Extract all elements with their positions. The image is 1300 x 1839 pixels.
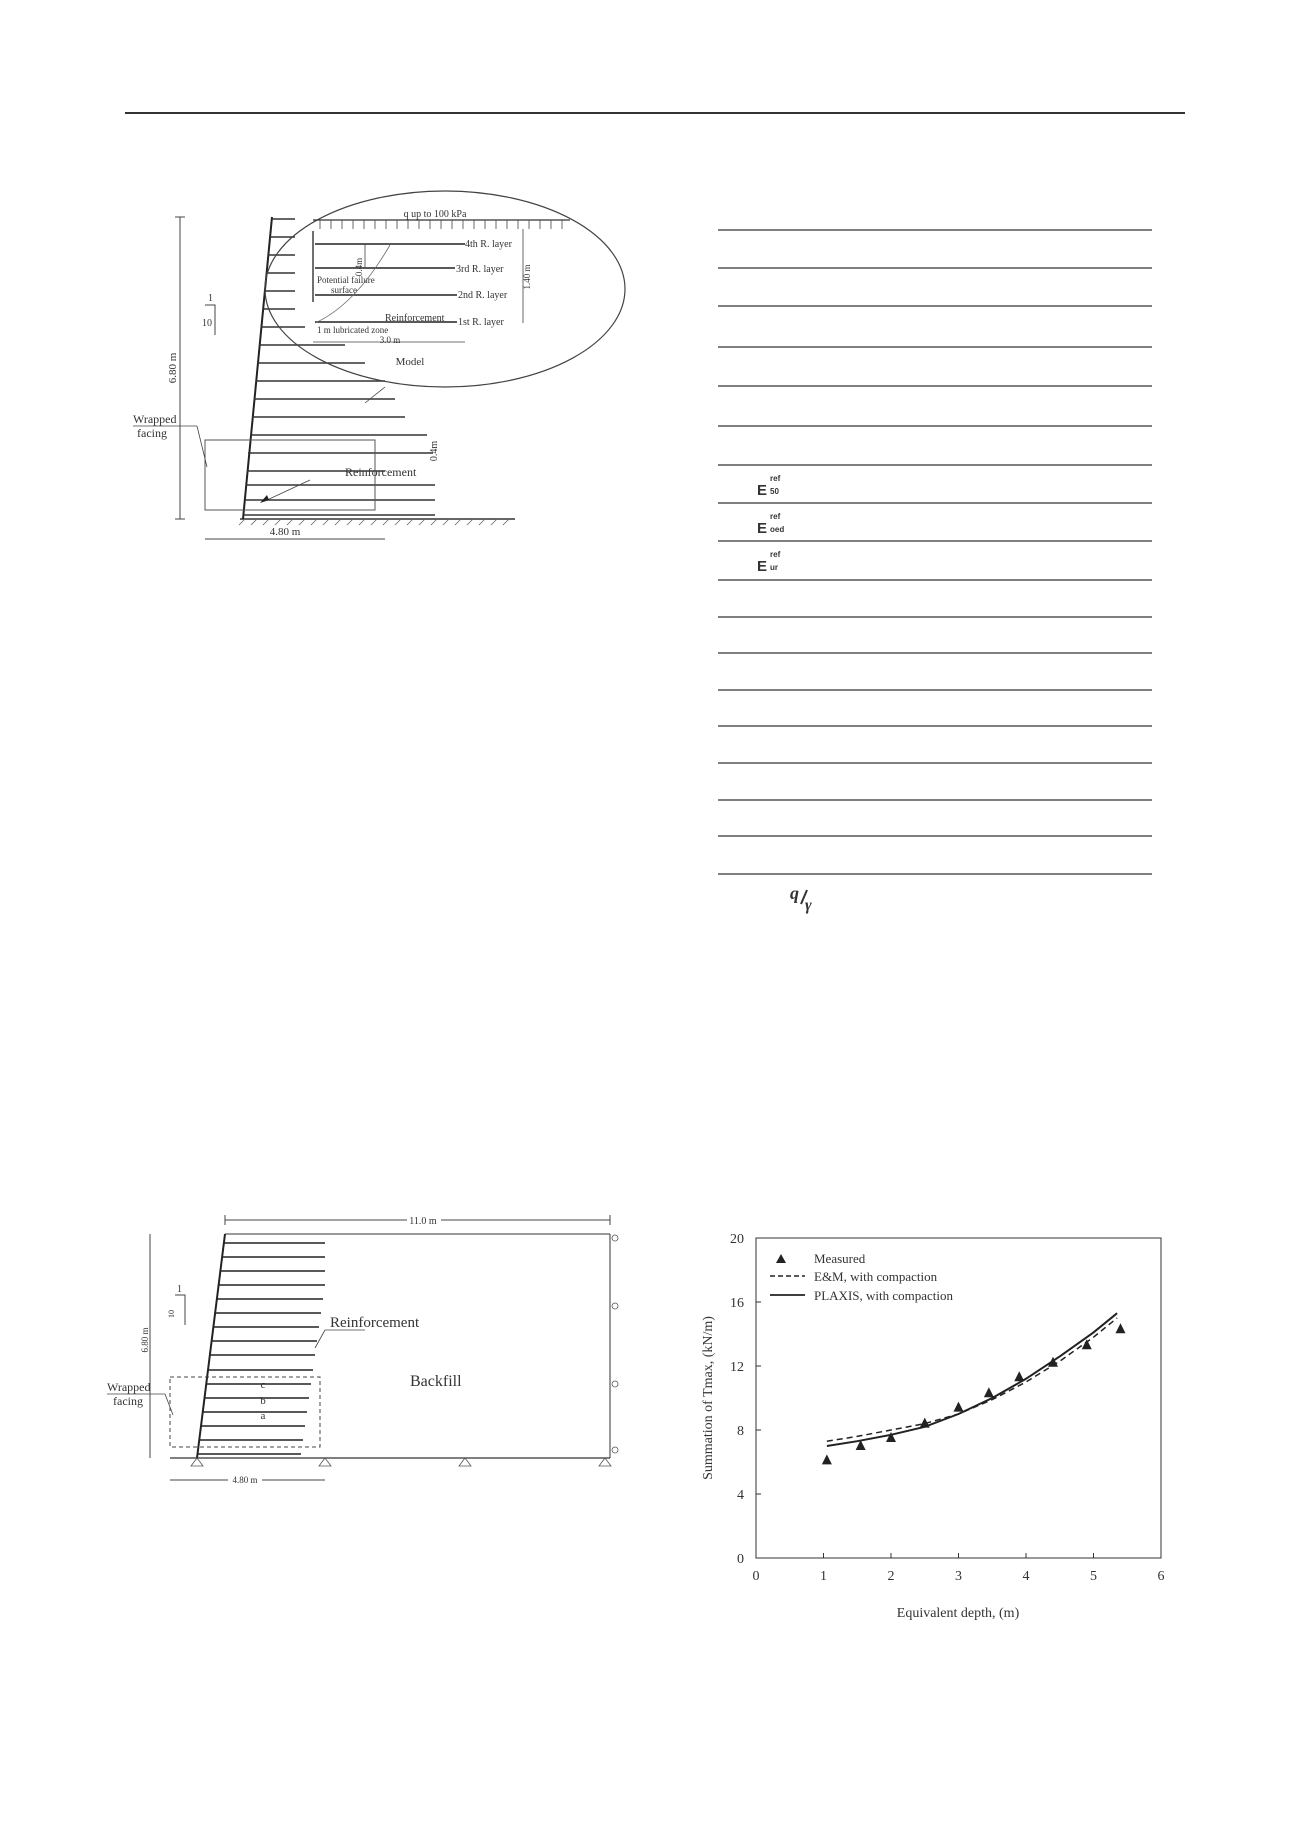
- svg-text:E: E: [757, 558, 768, 575]
- legend-triangle-icon: [776, 1254, 786, 1263]
- svg-text:q: q: [790, 883, 799, 903]
- supports: [191, 1235, 618, 1466]
- model-label: Model: [395, 356, 425, 368]
- zone-height-label: 1.40 m: [522, 264, 532, 290]
- measured-point: [822, 1454, 832, 1464]
- x-tick-label: 0: [752, 1569, 760, 1584]
- fig2-facing-label-2: facing: [113, 1394, 143, 1408]
- fig2-base-label: 4.80 m: [232, 1475, 258, 1485]
- wall-face: [243, 217, 272, 519]
- layer-4: 4th R. layer: [465, 239, 512, 250]
- svg-text:γ: γ: [805, 897, 812, 914]
- footnote-q-gamma: [790, 883, 812, 914]
- y-tick-label: 12: [730, 1360, 744, 1375]
- x-tick-label: 5: [1090, 1569, 1097, 1584]
- svg-text:ref: ref: [770, 550, 781, 559]
- measured-point: [984, 1387, 994, 1397]
- measured-point: [954, 1402, 964, 1412]
- symbol-eoed: [757, 512, 784, 537]
- fig2-reinforcement: [198, 1243, 325, 1454]
- x-tick-label: 6: [1157, 1569, 1165, 1584]
- layer-a: a: [260, 1410, 266, 1422]
- backfill-label: Backfill: [410, 1373, 462, 1390]
- facing-label-2: facing: [137, 426, 167, 440]
- y-tick-label: 0: [737, 1552, 744, 1567]
- y-axis-label: Summation of Tmax, (kN/m): [701, 1316, 716, 1480]
- height-label: 6.80 m: [167, 352, 179, 384]
- failure-label-1: Potential failure: [317, 275, 375, 285]
- figure-wall-model: [133, 205, 665, 555]
- surcharge-label: q up to 100 kPa: [403, 209, 467, 220]
- plot-frame: [756, 1238, 1161, 1558]
- slope-side: 10: [202, 318, 212, 329]
- symbol-eur: [757, 550, 781, 575]
- right-spacing: 0.4m: [429, 440, 440, 462]
- base-label: 4.80 m: [269, 526, 301, 538]
- svg-text:E: E: [757, 482, 768, 499]
- figure-plaxis-model: [107, 1210, 645, 1510]
- x-tick-label: 3: [955, 1569, 962, 1584]
- legend: [770, 1251, 954, 1303]
- inset-length: 3.0 m: [379, 335, 401, 345]
- layer-b: b: [260, 1395, 266, 1407]
- symbol-e50: [757, 474, 781, 499]
- header-rule: [125, 112, 1185, 114]
- failure-label-2: surface: [331, 285, 357, 295]
- plaxis-line: [827, 1313, 1117, 1446]
- layer-3: 3rd R. layer: [456, 264, 504, 275]
- width-label: 11.0 m: [409, 1216, 437, 1227]
- inset-reinforcement: Reinforcement: [385, 313, 445, 324]
- legend-measured: Measured: [814, 1251, 866, 1266]
- fig2-slope-top: 1: [177, 1284, 182, 1295]
- tmax-chart: [690, 1225, 1180, 1630]
- x-tick-label: 4: [1022, 1569, 1030, 1584]
- svg-text:ur: ur: [770, 563, 778, 572]
- x-tick-label: 2: [887, 1569, 895, 1584]
- x-tick-label: 1: [820, 1569, 827, 1584]
- svg-text:oed: oed: [770, 525, 785, 534]
- svg-text:ref: ref: [770, 474, 781, 483]
- svg-text:E: E: [757, 520, 768, 537]
- parameters-table: [715, 210, 1165, 950]
- x-axis-label: Equivalent depth, (m): [896, 1606, 1020, 1621]
- measured-point: [1116, 1323, 1126, 1333]
- layer-1: 1st R. layer: [458, 317, 504, 328]
- slope-top: 1: [208, 293, 213, 304]
- y-tick-label: 16: [730, 1296, 744, 1311]
- y-tick-label: 4: [737, 1488, 744, 1503]
- facing-label-1: Wrapped: [133, 412, 177, 426]
- svg-text:50: 50: [770, 487, 779, 496]
- lubricated-zone: 1 m lubricated zone: [317, 325, 389, 335]
- fig2-reinforcement-label: Reinforcement: [330, 1315, 420, 1331]
- fig2-slope-side: 10: [167, 1310, 176, 1318]
- legend-em: E&M, with compaction: [814, 1269, 938, 1284]
- spacing-label: 0.4m: [354, 257, 364, 277]
- svg-text:ref: ref: [770, 512, 781, 521]
- y-tick-label: 8: [737, 1424, 744, 1439]
- y-tick-label: 20: [730, 1232, 744, 1247]
- fig2-height-label: 6.80 m: [140, 1327, 150, 1353]
- legend-plaxis: PLAXIS, with compaction: [814, 1288, 954, 1303]
- reinforcement-label: Reinforcement: [345, 465, 417, 479]
- em-line: [827, 1318, 1117, 1441]
- fig2-facing-label-1: Wrapped: [107, 1380, 151, 1394]
- layer-c: c: [260, 1379, 266, 1391]
- layer-2: 2nd R. layer: [458, 290, 508, 301]
